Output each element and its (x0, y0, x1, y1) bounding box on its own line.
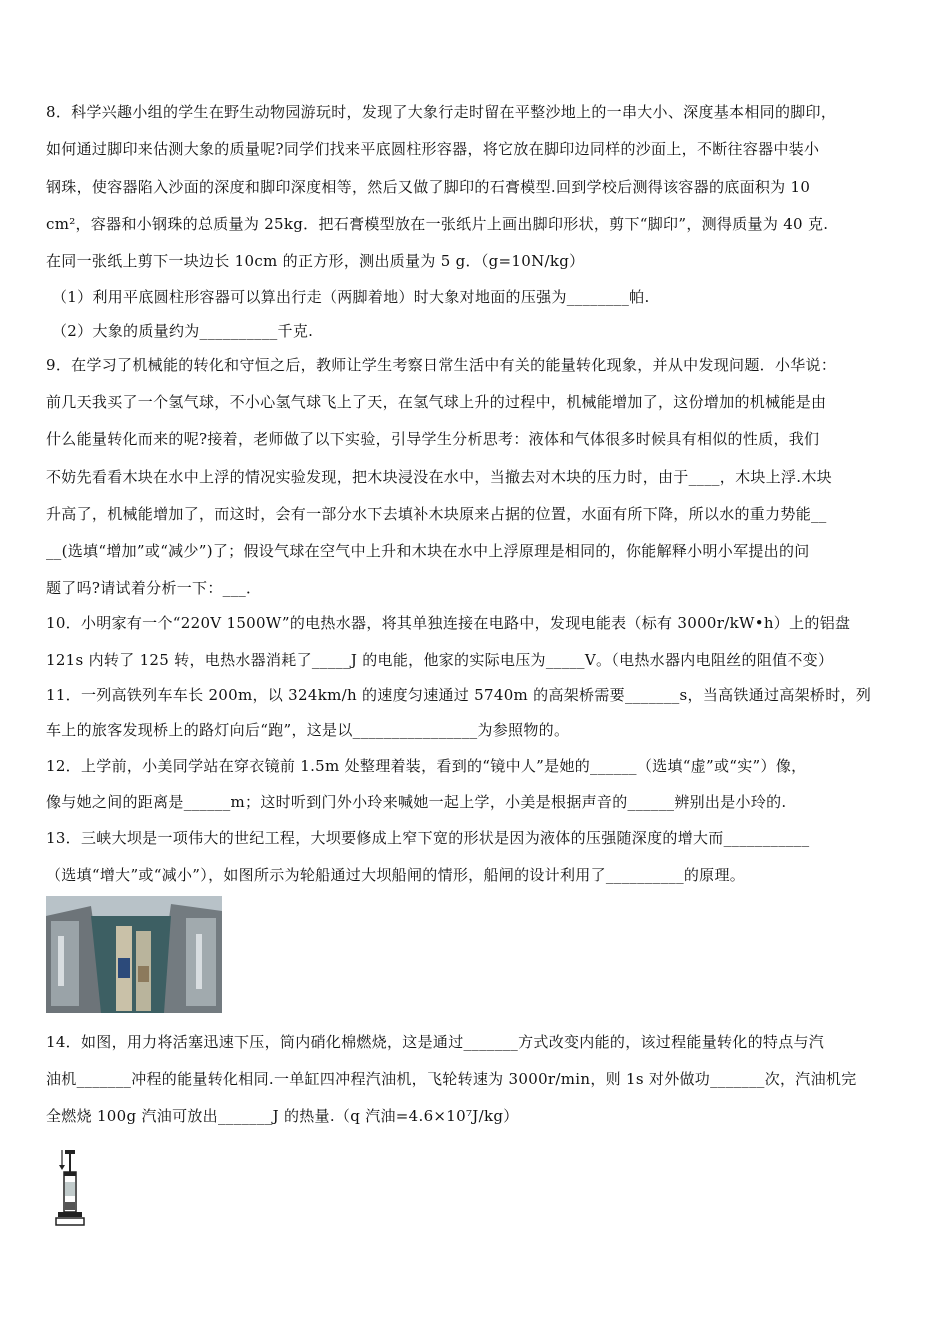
q9-line-6: __(选填“增加”或“减少”)了；假设气球在空气中上升和木块在水中上浮原理是相同的，你能解释小明小军提出的问 (46, 542, 810, 560)
q9-line-5: 升高了，机械能增加了，而这时，会有一部分水下去填补木块原来占据的位置，水面有所下降，所以水的重力势能__ (46, 505, 827, 523)
ship-lock-photo (46, 896, 222, 1013)
q12-line-2: 像与她之间的距离是______m；这时听到门外小玲来喊她一起上学，小美是根据声音的______辨别出是小玲的. (46, 793, 787, 811)
q9-line-3: 什么能量转化而来的呢?接着，老师做了以下实验，引导学生分析思考：液体和气体很多时候具有相似的性质，我们 (46, 430, 820, 448)
q11-line-2: 车上的旅客发现桥上的路灯向后“跑”，这是以________________为参照物的。 (46, 721, 570, 739)
q14-line-3: 全燃烧 100g 汽油可放出_______J 的热量.（q 汽油=4.6×10⁷J/kg） (46, 1107, 519, 1125)
q14-line-2: 油机_______冲程的能量转化相同.一单缸四冲程汽油机，飞轮转速为 3000r/min，则 1s 对外做功_______次，汽油机完 (46, 1070, 857, 1088)
q13-line-1: 13．三峡大坝是一项伟大的世纪工程，大坝要修成上窄下宽的形状是因为液体的压强随深度的增大而___________ (46, 829, 810, 847)
q8-line-2: 如何通过脚印来估测大象的质量呢?同学们找来平底圆柱形容器，将它放在脚印边同样的沙面上，不断往容器中装小 (46, 140, 820, 158)
q9-line-4: 不妨先看看木块在水中上浮的情况实验发现，把木块浸没在水中，当撤去对木块的压力时，由于____，木块上浮.木块 (46, 468, 832, 486)
q9-line-1: 9．在学习了机械能的转化和守恒之后，教师让学生考察日常生活中有关的能量转化现象，并从中发现问题．小华说： (46, 356, 837, 374)
q8-part-1: （1）利用平底圆柱形容器可以算出行走（两脚着地）时大象对地面的压强为________帕. (52, 288, 650, 306)
q10-line-1: 10．小明家有一个“220V 1500W”的电热水器，将其单独连接在电路中，发现电能表（标有 3000r/kW•h）上的铝盘 (46, 614, 851, 632)
q8-line-3: 钢珠，使容器陷入沙面的深度和脚印深度相等，然后又做了脚印的石膏模型.回到学校后测得该容器的底面积为 10 (46, 178, 811, 196)
q8-line-4: cm²，容器和小钢珠的总质量为 25kg．把石膏模型放在一张纸片上画出脚印形状，剪下“脚印”，测得质量为 40 克. (46, 215, 829, 233)
q8-line-1: 8．科学兴趣小组的学生在野生动物园游玩时，发现了大象行走时留在平整沙地上的一串大小、深度基本相同的脚印， (46, 103, 837, 121)
q13-line-2: （选填“增大”或“减小”），如图所示为轮船通过大坝船闸的情形，船闸的设计利用了__________的原理。 (46, 866, 746, 884)
q14-line-1: 14．如图，用力将活塞迅速下压，筒内硝化棉燃烧，这是通过_______方式改变内能的，该过程能量转化的特点与汽 (46, 1033, 825, 1051)
q8-part-2: （2）大象的质量约为__________千克. (52, 322, 314, 340)
q12-line-1: 12．上学前，小美同学站在穿衣镜前 1.5m 处整理着装，看到的“镜中人”是她的______（选填“虚”或“实”）像， (46, 757, 807, 775)
piston-cylinder-figure (52, 1148, 88, 1228)
q10-line-2: 121s 内转了 125 转，电热水器消耗了_____J 的电能，他家的实际电压为_____V。（电热水器内电阻丝的阻值不变） (46, 651, 834, 669)
q9-line-7: 题了吗?请试着分析一下：___． (46, 579, 262, 597)
q11-line-1: 11．一列高铁列车车长 200m，以 324km/h 的速度匀速通过 5740m 的高架桥需要_______s，当高铁通过高架桥时，列 (46, 686, 872, 704)
q9-line-2: 前几天我买了一个氢气球，不小心氢气球飞上了天，在氢气球上升的过程中，机械能增加了，这份增加的机械能是由 (46, 393, 827, 411)
q8-line-5: 在同一张纸上剪下一块边长 10cm 的正方形，测出质量为 5 g．（g=10N/kg） (46, 252, 585, 270)
